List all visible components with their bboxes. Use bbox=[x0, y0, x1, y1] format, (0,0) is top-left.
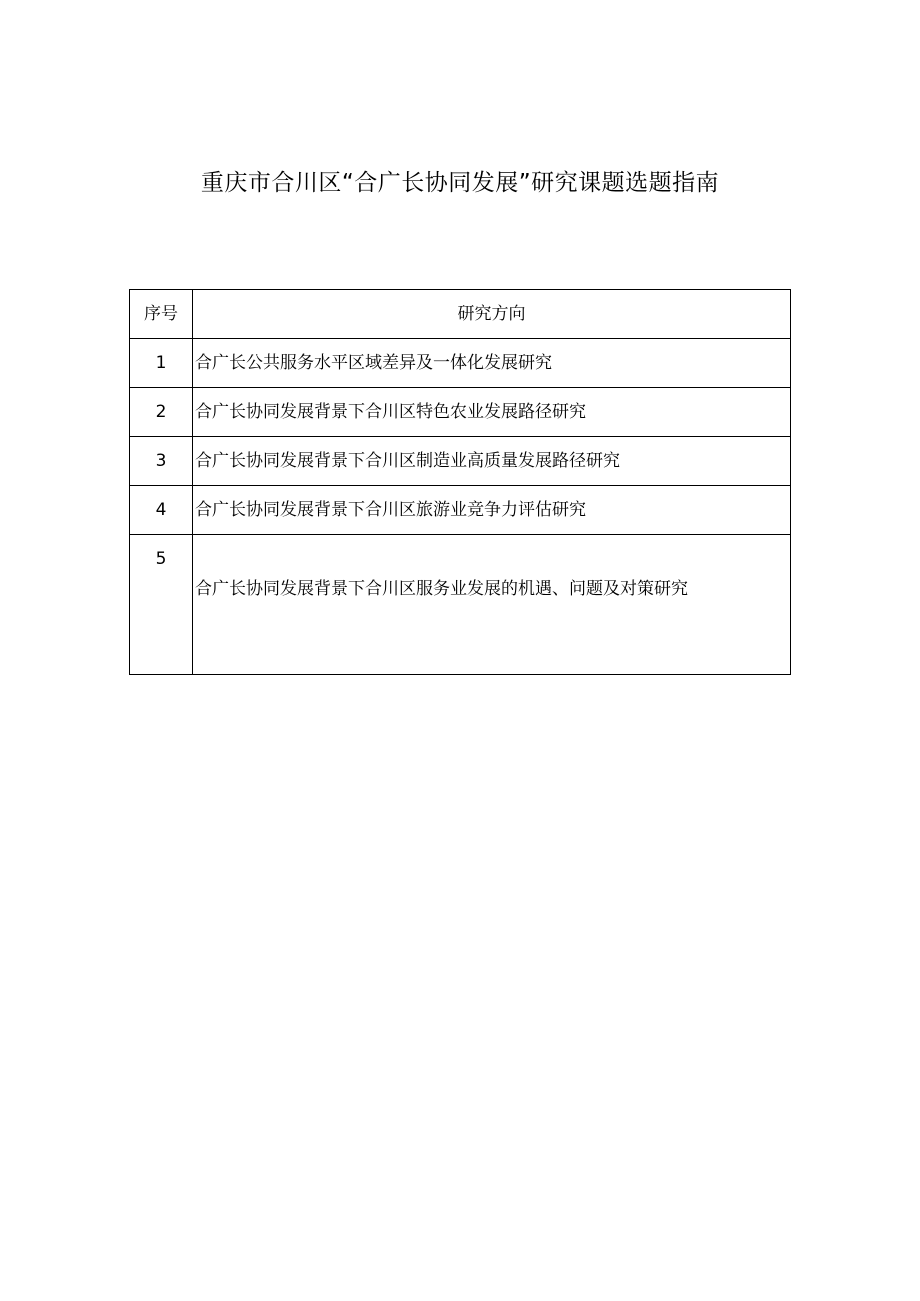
table-row bbox=[130, 535, 791, 675]
table-row bbox=[130, 339, 791, 388]
header-direction: 研究方向 bbox=[193, 290, 791, 339]
table-row bbox=[130, 486, 791, 535]
row-direction: 合广长公共服务水平区域差异及一体化发展研究 bbox=[193, 339, 791, 388]
row-number: 3 bbox=[130, 437, 193, 486]
table-header-row bbox=[130, 290, 791, 339]
row-number: 5 bbox=[130, 535, 193, 675]
research-topics-table bbox=[129, 289, 791, 675]
row-number: 1 bbox=[130, 339, 193, 388]
row-direction: 合广长协同发展背景下合川区旅游业竞争力评估研究 bbox=[193, 486, 791, 535]
row-direction: 合广长协同发展背景下合川区特色农业发展路径研究 bbox=[193, 388, 791, 437]
table-row bbox=[130, 437, 791, 486]
row-direction: 合广长协同发展背景下合川区制造业高质量发展路径研究 bbox=[193, 437, 791, 486]
page-title: 重庆市合川区“合广长协同发展”研究课题选题指南 bbox=[200, 170, 720, 196]
table-row bbox=[130, 388, 791, 437]
row-number: 4 bbox=[130, 486, 193, 535]
row-number: 2 bbox=[130, 388, 193, 437]
header-number: 序号 bbox=[130, 290, 193, 339]
row-direction: 合广长协同发展背景下合川区服务业发展的机遇、问题及对策研究 bbox=[193, 535, 791, 675]
